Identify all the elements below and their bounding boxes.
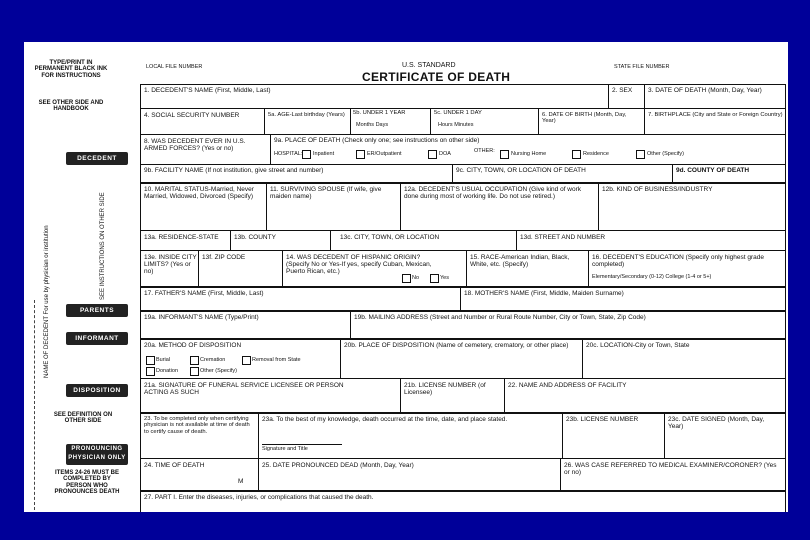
checkbox-residence[interactable] bbox=[572, 150, 581, 159]
divider bbox=[460, 286, 461, 310]
field-zip-code[interactable]: 13f. ZIP CODE bbox=[202, 254, 246, 261]
divider bbox=[430, 108, 431, 134]
divider bbox=[140, 378, 786, 379]
divider bbox=[504, 378, 505, 412]
field-surviving-spouse[interactable]: 11. SURVIVING SPOUSE (If wife, give maiden name) bbox=[270, 186, 382, 201]
field-mailing-address[interactable]: 19b. MAILING ADDRESS (Street and Number or Rural Route Number, City or Town, State, Zip Code) bbox=[354, 314, 646, 321]
divider bbox=[198, 250, 199, 286]
field-education-sub: Elementary/Secondary (0-12) College (1-4 or 5+) bbox=[592, 274, 712, 280]
label-removal: Removal from State bbox=[252, 357, 301, 363]
field-business-industry[interactable]: 12b. KIND OF BUSINESS/INDUSTRY bbox=[602, 186, 713, 193]
label-er-outpatient: ER/Outpatient bbox=[367, 151, 402, 157]
checkbox-burial[interactable] bbox=[146, 356, 155, 365]
label-no: No bbox=[412, 275, 420, 281]
divider bbox=[140, 164, 786, 165]
section-decedent: DECEDENT bbox=[66, 152, 128, 165]
divider bbox=[452, 164, 453, 182]
field-occupation[interactable]: 12a. DECEDENT'S USUAL OCCUPATION (Give kind of work done during most of working life. Do not use retired.) bbox=[404, 186, 582, 201]
label-burial: Burial bbox=[156, 357, 171, 363]
field-facility-name[interactable]: 9b. FACILITY NAME (If not institution, give street and number) bbox=[144, 167, 324, 174]
certificate-paper bbox=[24, 42, 788, 512]
label-inpatient: Inpatient bbox=[313, 151, 335, 157]
divider bbox=[560, 458, 561, 490]
field-disposition-location[interactable]: 20c. LOCATION-City or Town, State bbox=[586, 342, 690, 349]
state-file-number: STATE FILE NUMBER bbox=[614, 64, 670, 70]
field-marital-status[interactable]: 10. MARITAL STATUS-Married, Never Married, Widowed, Divorced (Specify) bbox=[144, 186, 254, 201]
field-birthplace[interactable]: 7. BIRTHPLACE (City and State or Foreign Country) bbox=[648, 112, 783, 118]
field-pronouncing-statement[interactable]: 23a. To the best of my knowledge, death occurred at the time, date, and place stated. bbox=[262, 416, 508, 423]
checkbox-removal[interactable] bbox=[242, 356, 251, 365]
divider bbox=[582, 338, 583, 378]
field-date-pronounced[interactable]: 25. DATE PRONOUNCED DEAD (Month, Day, Year) bbox=[262, 462, 414, 469]
field-cause-of-death[interactable]: 27. PART I. Enter the diseases, injuries, or complications that caused the death. bbox=[144, 494, 374, 501]
other-label: OTHER: bbox=[474, 148, 495, 154]
label-other: Other (Specify) bbox=[647, 151, 684, 157]
field-street-number[interactable]: 13d. STREET AND NUMBER bbox=[520, 234, 606, 241]
instructions-side-text: SEE INSTRUCTIONS ON OTHER SIDE bbox=[100, 192, 106, 300]
field-informant-name[interactable]: 19a. INFORMANT'S NAME (Type/Print) bbox=[144, 314, 259, 321]
divider bbox=[140, 412, 786, 414]
hospital-label: HOSPITAL: bbox=[274, 151, 303, 157]
divider bbox=[598, 182, 599, 230]
divider bbox=[516, 230, 517, 250]
see-definition-note: SEE DEFINITION ON OTHER SIDE bbox=[53, 412, 113, 425]
divider bbox=[140, 182, 786, 184]
divider bbox=[644, 84, 645, 108]
signature-and-title: Signature and Title bbox=[262, 446, 308, 452]
divider bbox=[400, 378, 401, 412]
divider bbox=[258, 458, 259, 490]
field-time-of-death[interactable]: 24. TIME OF DEATH bbox=[144, 462, 205, 469]
field-funeral-signature[interactable]: 21a. SIGNATURE OF FUNERAL SERVICE LICENSEE OR PERSON ACTING AS SUCH bbox=[144, 382, 344, 397]
divider bbox=[230, 230, 231, 250]
field-armed-forces[interactable]: 8. WAS DECEDENT EVER IN U.S. ARMED FORCES? (Yes or no) bbox=[144, 138, 246, 153]
local-file-number: LOCAL FILE NUMBER bbox=[146, 64, 203, 70]
checkbox-other-disposition[interactable] bbox=[190, 367, 199, 376]
signature-line bbox=[262, 444, 342, 445]
section-disposition: DISPOSITION bbox=[66, 384, 128, 397]
divider bbox=[282, 250, 283, 286]
field-place-of-disposition[interactable]: 20b. PLACE OF DISPOSITION (Name of cemetery, crematory, or other place) bbox=[344, 342, 569, 349]
field-ssn[interactable]: 4. SOCIAL SECURITY NUMBER bbox=[144, 112, 240, 119]
divider bbox=[140, 458, 786, 459]
divider bbox=[270, 134, 271, 164]
field-county[interactable]: 13b. COUNTY bbox=[234, 234, 276, 241]
label-other-disposition: Other (Specify) bbox=[200, 368, 237, 374]
perforation-line bbox=[34, 300, 35, 510]
death-certificate-form bbox=[30, 60, 788, 512]
divider bbox=[140, 286, 786, 288]
field-residence-state[interactable]: 13a. RESIDENCE-STATE bbox=[144, 234, 219, 241]
field-date-signed[interactable]: 23c. DATE SIGNED (Month, Day, Year) bbox=[668, 416, 765, 431]
checkbox-other[interactable] bbox=[636, 150, 645, 159]
divider bbox=[140, 134, 786, 135]
field-under-1-year-sub: Months Days bbox=[356, 122, 389, 128]
field-age[interactable]: 5a. AGE-Last birthday (Years) bbox=[268, 112, 345, 118]
divider bbox=[672, 164, 673, 182]
label-doa: DOA bbox=[439, 151, 451, 157]
field-city-of-death[interactable]: 9c. CITY, TOWN, OR LOCATION OF DEATH bbox=[456, 167, 586, 174]
divider bbox=[538, 108, 539, 134]
divider bbox=[588, 250, 589, 286]
divider bbox=[140, 490, 786, 492]
divider bbox=[330, 230, 331, 250]
divider bbox=[140, 250, 786, 251]
field-method-of-disposition: 20a. METHOD OF DISPOSITION bbox=[144, 342, 242, 349]
divider bbox=[350, 310, 351, 338]
divider bbox=[608, 84, 609, 108]
time-meridiem: M bbox=[238, 478, 244, 485]
section-parents: PARENTS bbox=[66, 304, 128, 317]
instructions-note: TYPE/PRINT IN PERMANENT BLACK INK FOR INSTRUCTIONS bbox=[34, 60, 108, 79]
field-decedent-name[interactable]: 1. DECEDENT'S NAME (First, Middle, Last) bbox=[144, 87, 271, 94]
checkbox-doa[interactable] bbox=[428, 150, 437, 159]
divider bbox=[140, 230, 786, 231]
field-mothers-name[interactable]: 18. MOTHER'S NAME (First, Middle, Maiden Surname) bbox=[464, 290, 624, 297]
checkbox-donation[interactable] bbox=[146, 367, 155, 376]
field-fathers-name[interactable]: 17. FATHER'S NAME (First, Middle, Last) bbox=[144, 290, 264, 297]
divider bbox=[266, 182, 267, 230]
checkbox-inpatient[interactable] bbox=[302, 150, 311, 159]
field-race[interactable]: 15. RACE-American Indian, Black, White, etc. (Specify) bbox=[470, 254, 570, 269]
field-facility-address[interactable]: 22. NAME AND ADDRESS OF FACILITY bbox=[508, 382, 627, 389]
divider bbox=[140, 108, 786, 109]
field-inside-city-limits[interactable]: 13e. INSIDE CITY LIMITS? (Yes or no) bbox=[144, 254, 197, 276]
label-yes: Yes bbox=[440, 275, 449, 281]
field-education[interactable]: 16. DECEDENT'S EDUCATION (Specify only highest grade completed) bbox=[592, 254, 764, 269]
label-donation: Donation bbox=[156, 368, 179, 374]
field-date-of-birth[interactable]: 6. DATE OF BIRTH (Month, Day, Year) bbox=[542, 112, 627, 125]
field-physician-license[interactable]: 23b. LICENSE NUMBER bbox=[566, 416, 639, 423]
divider bbox=[664, 412, 665, 458]
divider bbox=[340, 338, 341, 378]
field-hispanic-origin[interactable]: 14. WAS DECEDENT OF HISPANIC ORIGIN? (Specify No or Yes-If yes, specify Cuban, Mexican, Puerto Rican, etc.) bbox=[286, 254, 432, 276]
field-license-number[interactable]: 21b. LICENSE NUMBER (of Licensee) bbox=[404, 382, 486, 397]
us-standard: U.S. STANDARD bbox=[402, 62, 456, 69]
form-title: CERTIFICATE OF DEATH bbox=[362, 70, 511, 84]
divider bbox=[350, 108, 351, 134]
divider bbox=[400, 182, 401, 230]
label-nursing-home: Nursing Home bbox=[511, 151, 547, 157]
divider bbox=[562, 412, 563, 458]
divider bbox=[466, 250, 467, 286]
checkbox-nursing-home[interactable] bbox=[500, 150, 509, 159]
divider bbox=[644, 108, 645, 134]
field-pronouncing-note: 23. To be completed only when certifying physician is not available at time of death to certify cause of death. bbox=[144, 416, 250, 435]
field-medical-examiner[interactable]: 26. WAS CASE REFERRED TO MEDICAL EXAMINER/CORONER? (Yes or no) bbox=[564, 462, 777, 477]
field-under-1-day[interactable]: 5c. UNDER 1 DAY bbox=[434, 110, 482, 116]
section-pronouncing: PRONOUNCING PHYSICIAN ONLY bbox=[66, 444, 128, 465]
field-sex[interactable]: 2. SEX bbox=[612, 87, 633, 94]
field-county-of-death[interactable]: 9d. COUNTY OF DEATH bbox=[676, 167, 750, 174]
divider bbox=[140, 338, 786, 340]
field-under-1-year[interactable]: 5b. UNDER 1 YEAR bbox=[353, 110, 406, 116]
see-other-side-note: SEE OTHER SIDE AND HANDBOOK bbox=[38, 100, 104, 113]
checkbox-hispanic-yes[interactable] bbox=[430, 274, 439, 283]
field-under-1-day-sub: Hours Minutes bbox=[438, 122, 474, 128]
divider bbox=[264, 108, 265, 134]
divider bbox=[258, 412, 259, 458]
field-city-town[interactable]: 13c. CITY, TOWN, OR LOCATION bbox=[340, 234, 440, 241]
checkbox-er-outpatient[interactable] bbox=[356, 150, 365, 159]
label-cremation: Cremation bbox=[200, 357, 226, 363]
field-date-of-death[interactable]: 3. DATE OF DEATH (Month, Day, Year) bbox=[648, 87, 762, 94]
label-residence: Residence bbox=[583, 151, 609, 157]
divider bbox=[140, 310, 786, 312]
name-of-decedent-text: NAME OF DECEDENT For use by physician or institution bbox=[44, 225, 50, 378]
checkbox-cremation[interactable] bbox=[190, 356, 199, 365]
field-place-of-death: 9a. PLACE OF DEATH (Check only one; see instructions on other side) bbox=[274, 137, 480, 144]
section-informant: INFORMANT bbox=[66, 332, 128, 345]
items-note: ITEMS 24-26 MUST BE COMPLETED BY PERSON WHO PRONOUNCES DEATH bbox=[54, 470, 120, 495]
checkbox-hispanic-no[interactable] bbox=[402, 274, 411, 283]
